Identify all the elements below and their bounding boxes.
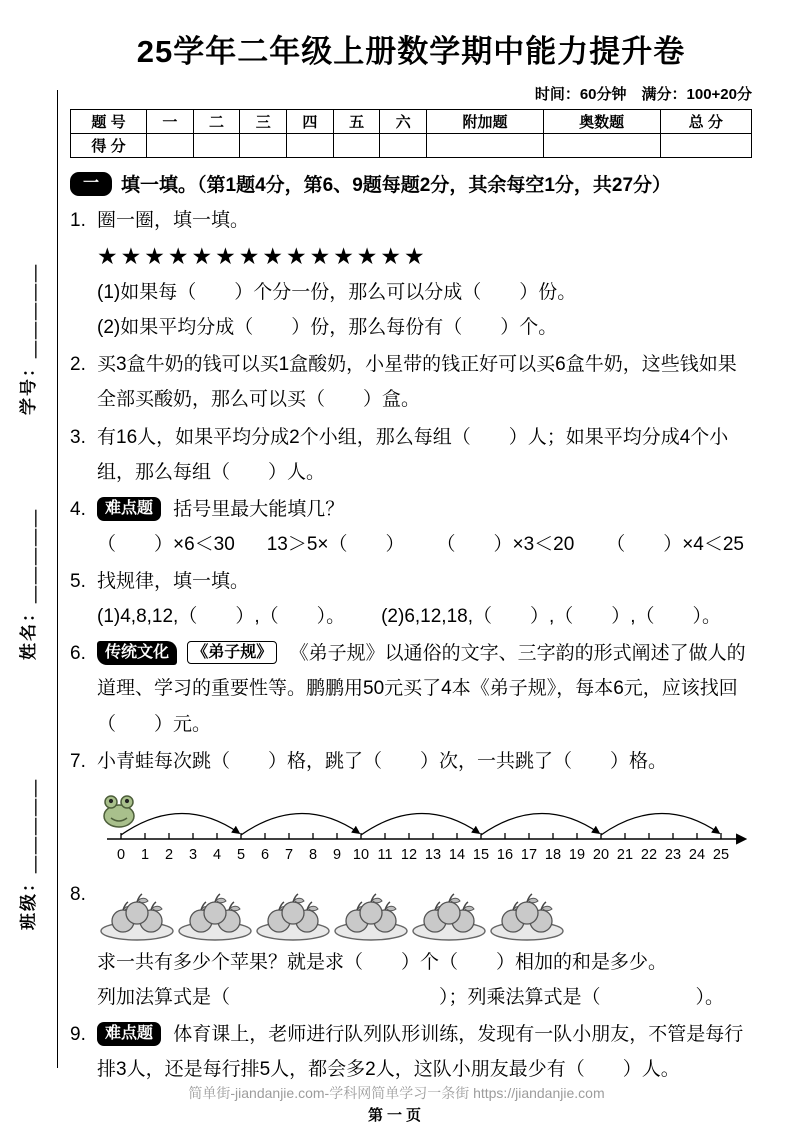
inequality-item: （ ）×3＜20 <box>436 533 575 555</box>
svg-text:18: 18 <box>544 846 562 863</box>
question-number: 2. <box>70 354 86 376</box>
sequence-item: (2)6,12,18,（ ）,（ ）,（ ）。 <box>381 606 722 628</box>
number-line <box>97 781 757 873</box>
svg-text:11: 11 <box>377 846 393 863</box>
score-col-header: 一 <box>147 110 194 134</box>
svg-text:8: 8 <box>308 846 318 863</box>
exam-meta: 时间：60分钟 满分：100+20分 <box>534 86 752 103</box>
svg-text:16: 16 <box>496 846 514 863</box>
class-field: 班级：＿＿＿＿＿ <box>19 778 38 930</box>
apple-plate <box>179 894 251 940</box>
question-text: 圈一圈，填一填。 <box>97 210 250 231</box>
score-cell <box>660 134 752 158</box>
page-number: 第一页 <box>367 1107 425 1124</box>
score-table-row-questions <box>71 110 752 134</box>
stars-figure: ★★★★★★★★★★★★★★ <box>97 243 428 270</box>
svg-text:12: 12 <box>400 846 418 863</box>
apple-plate <box>335 894 407 940</box>
apple-plate <box>491 894 563 940</box>
svg-text:14: 14 <box>448 846 466 863</box>
score-cell <box>193 134 240 158</box>
page-title: 25学年二年级上册数学期中能力提升卷 <box>136 34 686 69</box>
score-cell <box>287 134 334 158</box>
score-cell <box>427 134 544 158</box>
section-one-title: 填一填。（第1题4分，第6、9题每题2分，其余每空1分，共27分） <box>121 175 672 196</box>
difficulty-badge: 难点题 <box>97 1022 161 1046</box>
score-table-row1-label: 题 号 <box>71 110 147 134</box>
apples-svg <box>97 879 577 943</box>
section-one-header <box>70 170 752 197</box>
question-text: 括号里最大能填几？ <box>173 498 345 520</box>
score-cell <box>333 134 380 158</box>
question-text: 小青蛙每次跳（ ）格，跳了（ ）次，一共跳了（ ）格。 <box>97 750 668 772</box>
score-col-header: 六 <box>380 110 427 134</box>
svg-text:13: 13 <box>424 846 442 863</box>
svg-text:2: 2 <box>164 846 174 863</box>
question-5 <box>70 564 752 634</box>
question-4 <box>70 492 752 562</box>
question-2 <box>70 347 752 417</box>
question-7 <box>70 744 752 875</box>
svg-text:25: 25 <box>712 846 730 863</box>
question-text: 《弟子规》以通俗的文字、三字韵的形式阐述了做人的道理、学习的重要性等。鹏鹏用50元买了4本《弟子规》，每本6元，应该找回（ ）元。 <box>97 643 746 735</box>
inequalities-row <box>97 527 752 562</box>
svg-text:23: 23 <box>664 846 682 863</box>
question-number: 3. <box>70 426 86 448</box>
question-text: 列加法算式是（ ）；列乘法算式是（ ）。 <box>97 987 725 1009</box>
svg-text:3: 3 <box>188 846 198 863</box>
score-cell <box>147 134 194 158</box>
question-number: 5. <box>70 571 86 593</box>
score-col-header: 附加题 <box>427 110 544 134</box>
question-9 <box>70 1017 752 1087</box>
svg-text:7: 7 <box>284 846 294 863</box>
difficulty-badge: 难点题 <box>97 497 161 521</box>
score-col-header: 总 分 <box>660 110 752 134</box>
question-subitem: (1)如果每（ ）个分一份，那么可以分成（ ）份。 <box>97 281 577 303</box>
question-subitem: (2)如果平均分成（ ）份，那么每份有（ ）个。 <box>97 317 558 339</box>
svg-text:6: 6 <box>260 846 270 863</box>
svg-text:4: 4 <box>212 846 222 863</box>
score-cell <box>380 134 427 158</box>
question-text: 有16人，如果平均分成2个小组，那么每组（ ）人；如果平均分成4个小组，那么每组（ ）人。 <box>97 426 729 483</box>
svg-text:21: 21 <box>616 846 634 863</box>
name-field: 姓名：＿＿＿＿＿ <box>19 508 38 660</box>
section-one-badge: 一 <box>70 172 112 196</box>
question-number: 7. <box>70 750 86 772</box>
culture-badge: 传统文化 <box>97 641 177 665</box>
score-cell <box>543 134 660 158</box>
question-text: 求一共有多少个苹果？就是求（ ）个（ ）相加的和是多少。 <box>97 951 668 973</box>
score-col-header: 二 <box>193 110 240 134</box>
svg-text:19: 19 <box>568 846 586 863</box>
question-text: 买3盒牛奶的钱可以买1盒酸奶，小星带的钱正好可以买6盒牛奶，这些钱如果全部买酸奶，那么可以买（ ）盒。 <box>97 354 737 411</box>
sequence-item: (1)4,8,12,（ ）,（ ）。 <box>97 606 346 628</box>
svg-text:24: 24 <box>688 846 706 863</box>
svg-text:22: 22 <box>640 846 658 863</box>
number-line-svg <box>97 781 757 873</box>
inequality-item: （ ）×6＜30 <box>97 533 235 555</box>
apple-plate <box>101 894 173 940</box>
score-table-row2-label: 得 分 <box>71 134 147 158</box>
svg-text:20: 20 <box>592 846 610 863</box>
svg-text:10: 10 <box>352 846 370 863</box>
question-text: 体育课上，老师进行队列队形训练，发现有一队小朋友，不管是每行排3人，还是每行排5人，都会多2人，这队小朋友最少有（ ）人。 <box>97 1024 744 1081</box>
question-number: 8. <box>70 883 86 905</box>
score-col-header: 三 <box>240 110 287 134</box>
question-8 <box>70 877 752 1015</box>
question-3 <box>70 420 752 490</box>
watermark-text: 简单街-jiandanjie.com-学科网简单学习一条街 https://jiandanjie.com <box>188 1085 605 1101</box>
svg-text:17: 17 <box>520 846 538 863</box>
score-table <box>70 109 752 158</box>
question-number: 9. <box>70 1024 86 1046</box>
student-id-field: 学号：＿＿＿＿＿ <box>19 263 38 415</box>
apple-plate <box>257 894 329 940</box>
question-number: 1. <box>70 210 86 231</box>
apples-figure <box>97 879 752 943</box>
score-col-header: 四 <box>287 110 334 134</box>
inequality-item: 13＞5×（ ） <box>266 533 405 555</box>
sidebar-divider-line <box>57 90 58 1068</box>
svg-text:1: 1 <box>140 846 150 863</box>
inequality-item: （ ）×4＜25 <box>606 533 744 555</box>
svg-text:9: 9 <box>332 846 342 863</box>
score-col-header: 五 <box>333 110 380 134</box>
frog-icon <box>104 796 134 827</box>
svg-text:5: 5 <box>236 846 246 863</box>
question-number: 6. <box>70 643 86 665</box>
question-6 <box>70 636 752 741</box>
question-list <box>70 203 752 1087</box>
book-title-badge: 《弟子规》 <box>187 641 277 664</box>
svg-text:0: 0 <box>116 846 126 863</box>
apple-plate <box>413 894 485 940</box>
svg-text:15: 15 <box>472 846 490 863</box>
score-table-row-scores <box>71 134 752 158</box>
question-1 <box>70 203 752 345</box>
score-cell <box>240 134 287 158</box>
question-number: 4. <box>70 498 86 520</box>
question-text: 找规律，填一填。 <box>97 571 250 593</box>
score-col-header: 奥数题 <box>543 110 660 134</box>
